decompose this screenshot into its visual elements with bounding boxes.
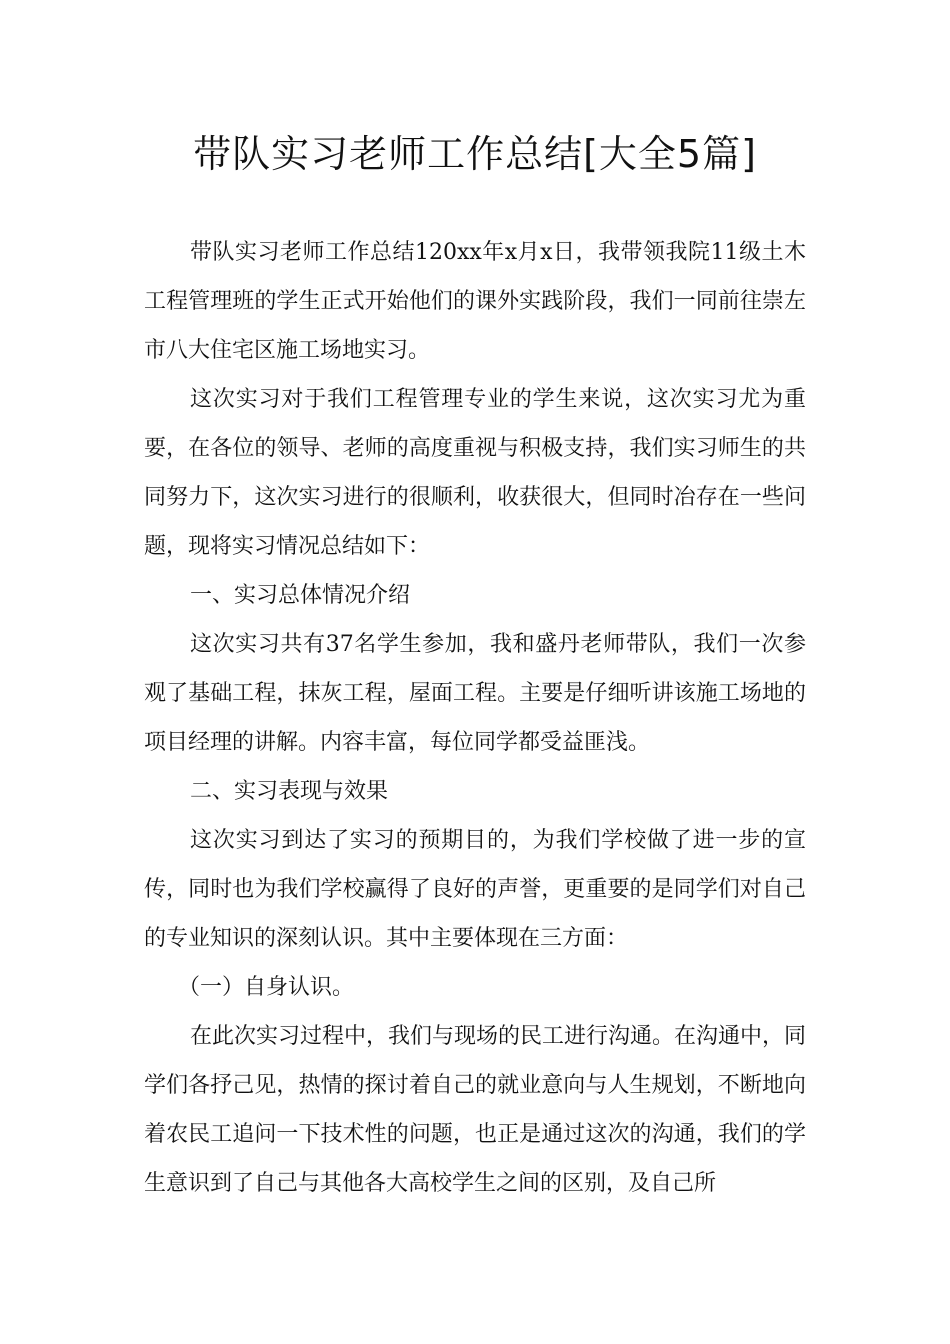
section-heading-overview: 一、实习总体情况介绍 bbox=[190, 583, 411, 608]
paragraph-overview: 这次实习共有37名学生参加，我和盛丹老师带队，我们一次参观了基础工程，抹灰工程，屋面工程。主要是仔细听讲该施工场地的项目经理的讲解。内容丰富，每位同学都受益匪浅。 bbox=[144, 632, 806, 755]
document-title: 带队实习老师工作总结[大全5篇] bbox=[193, 132, 757, 176]
paragraph-performance: 这次实习到达了实习的预期目的，为我们学校做了进一步的宣传，同时也为我们学校赢得了良好的声誉，更重要的是同学们对自己的专业知识的深刻认识。其中主要体现在三方面： bbox=[144, 828, 806, 951]
paragraph-intro: 带队实习老师工作总结120xx年x月x日，我带领我院11级土木工程管理班的学生正式开始他们的课外实践阶段，我们一同前往崇左市八大住宅区施工场地实习。 bbox=[144, 240, 806, 363]
subsection-heading-self-awareness: （一）自身认识。 bbox=[178, 975, 355, 1000]
document-body bbox=[144, 228, 806, 1208]
section-heading-performance: 二、实习表现与效果 bbox=[190, 779, 389, 804]
paragraph-importance: 这次实习对于我们工程管理专业的学生来说，这次实习尤为重要，在各位的领导、老师的高度重视与积极支持，我们实习师生的共同努力下，这次实习进行的很顺利，收获很大，但同时冶存在一些问题，现将实习情况总结如下： bbox=[144, 387, 806, 559]
paragraph-self-awareness: 在此次实习过程中，我们与现场的民工进行沟通。在沟通中，同学们各抒己见，热情的探讨着自己的就业意向与人生规划，不断地向着农民工追问一下技术性的问题，也正是通过这次的沟通，我们的学生意识到了自己与其他各大高校学生之间的区别，及自己所 bbox=[144, 1024, 807, 1196]
